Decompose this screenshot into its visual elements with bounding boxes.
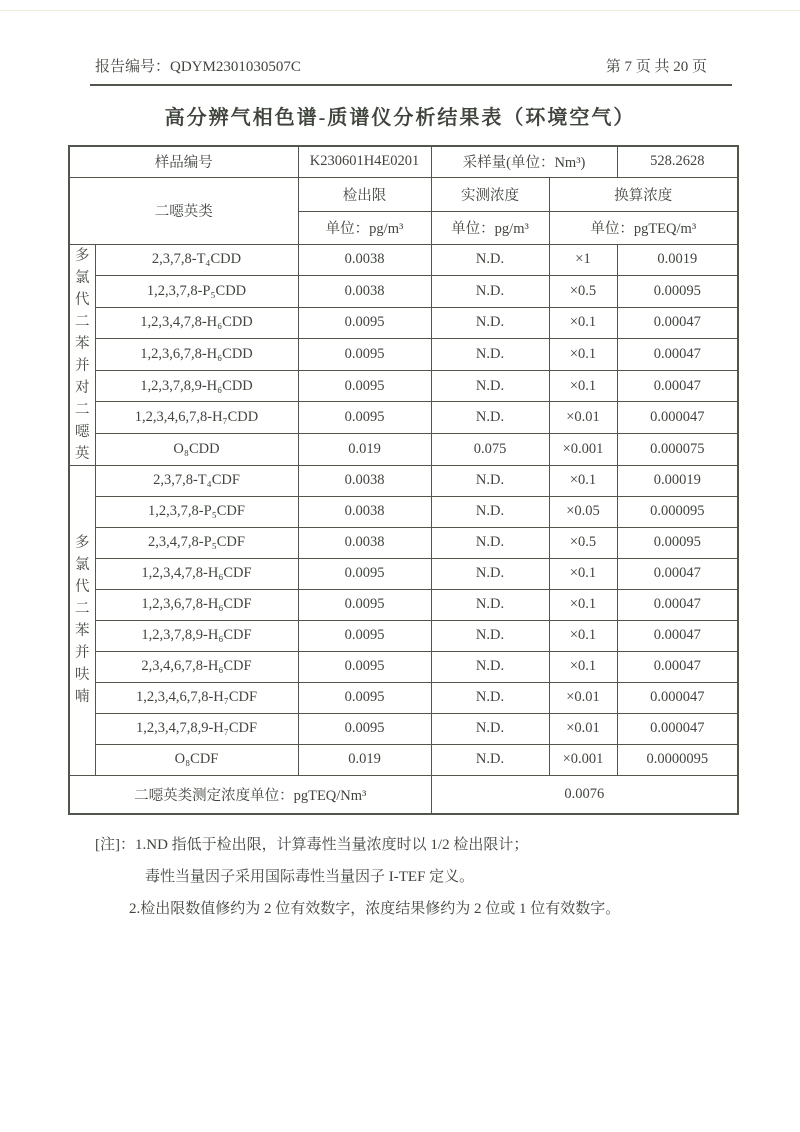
congener-name: 2,3,4,6,7,8-H₆CDF (95, 651, 298, 682)
tef-factor: ×0.05 (549, 496, 617, 527)
header-rule (90, 84, 732, 86)
tef-factor: ×0.1 (549, 589, 617, 620)
tef-factor: ×0.01 (549, 402, 617, 434)
congener-name: 1,2,3,4,7,8-H₆CDF (95, 558, 298, 589)
converted-value: 0.000047 (617, 713, 738, 744)
congener-name: O₈CDD (95, 433, 298, 465)
detection-limit-value: 0.0038 (298, 276, 431, 308)
results-body (69, 244, 738, 775)
table-row (69, 244, 738, 276)
measured-value: N.D. (431, 589, 549, 620)
note-line: 毒性当量因子采用国际毒性当量因子 I-TEF 定义。 (145, 869, 475, 885)
congener-name: 2,3,4,7,8-P₅CDF (95, 527, 298, 558)
total-label: 二噁英类测定浓度单位：pgTEQ/Nm³ (69, 775, 431, 814)
converted-value: 0.00047 (617, 589, 738, 620)
measured-value: N.D. (431, 651, 549, 682)
converted-value: 0.00047 (617, 558, 738, 589)
converted-value: 0.0019 (617, 244, 738, 276)
congener-name: 1,2,3,4,7,8-H₆CDD (95, 307, 298, 339)
converted-value: 0.000095 (617, 496, 738, 527)
page-indicator: 第 7 页 共 20 页 (605, 59, 707, 75)
converted-value: 0.000075 (617, 433, 738, 465)
detection-limit-value: 0.0095 (298, 713, 431, 744)
table-row (69, 339, 738, 371)
congener-name: 1,2,3,6,7,8-H₆CDD (95, 339, 298, 371)
converted-value: 0.000047 (617, 682, 738, 713)
detection-limit-value: 0.019 (298, 744, 431, 775)
table-row (69, 558, 738, 589)
congener-name: 1,2,3,4,6,7,8-H₇CDD (95, 402, 298, 434)
table-row (69, 496, 738, 527)
tef-factor: ×0.1 (549, 307, 617, 339)
measured-value: N.D. (431, 713, 549, 744)
note-line: [注]：1.ND 指低于检出限，计算毒性当量浓度时以 1/2 检出限计； (95, 837, 529, 853)
converted-value: 0.00047 (617, 651, 738, 682)
congener-name: 1,2,3,4,6,7,8-H₇CDF (95, 682, 298, 713)
converted-value: 0.00047 (617, 307, 738, 339)
congener-name: 2,3,7,8-T₄CDF (95, 465, 298, 496)
unit-detection: 单位：pg/m³ (298, 211, 431, 244)
scan-edge-artifact (0, 10, 800, 11)
table-row (69, 370, 738, 402)
congener-name: 2,3,7,8-T₄CDD (95, 244, 298, 276)
measured-value: 0.075 (431, 433, 549, 465)
detection-limit-value: 0.0095 (298, 620, 431, 651)
tef-factor: ×0.1 (549, 651, 617, 682)
table-row (69, 276, 738, 308)
sample-id-label: 样品编号 (69, 146, 298, 177)
detection-limit-value: 0.0095 (298, 589, 431, 620)
results-table (68, 145, 739, 815)
sample-volume-label: 采样量(单位：Nm³) (431, 146, 617, 177)
col-detection-limit: 检出限 (298, 177, 431, 211)
converted-value: 0.00095 (617, 527, 738, 558)
note-line: 2.检出限数值修约为 2 位有效数字，浓度结果修约为 2 位或 1 位有效数字。 (129, 901, 621, 917)
measured-value: N.D. (431, 244, 549, 276)
measured-value: N.D. (431, 744, 549, 775)
page-title: 高分辨气相色谱-质谱仪分析结果表（环境空气） (164, 107, 636, 129)
converted-value: 0.00095 (617, 276, 738, 308)
col-converted: 换算浓度 (549, 177, 738, 211)
total-row (69, 775, 738, 814)
tef-factor: ×0.1 (549, 620, 617, 651)
tef-factor: ×0.001 (549, 433, 617, 465)
congener-name: 1,2,3,7,8-P₅CDF (95, 496, 298, 527)
tef-factor: ×1 (549, 244, 617, 276)
detection-limit-value: 0.0038 (298, 244, 431, 276)
congener-name: 1,2,3,7,8,9-H₆CDF (95, 620, 298, 651)
tef-factor: ×0.5 (549, 527, 617, 558)
converted-value: 0.000047 (617, 402, 738, 434)
measured-value: N.D. (431, 402, 549, 434)
detection-limit-value: 0.019 (298, 433, 431, 465)
tef-factor: ×0.01 (549, 713, 617, 744)
column-header-row (69, 177, 738, 211)
table-row (69, 651, 738, 682)
converted-value: 0.00047 (617, 620, 738, 651)
measured-value: N.D. (431, 307, 549, 339)
table-row (69, 433, 738, 465)
measured-value: N.D. (431, 370, 549, 402)
tef-factor: ×0.1 (549, 558, 617, 589)
tef-factor: ×0.5 (549, 276, 617, 308)
congener-name: 1,2,3,4,7,8,9-H₇CDF (95, 713, 298, 744)
measured-value: N.D. (431, 527, 549, 558)
detection-limit-value: 0.0038 (298, 465, 431, 496)
table-row (69, 620, 738, 651)
congener-group-label: 多氯代二苯并对二噁英 (69, 244, 95, 465)
congener-name: 1,2,3,7,8-P₅CDD (95, 276, 298, 308)
detection-limit-value: 0.0095 (298, 370, 431, 402)
converted-value: 0.0000095 (617, 744, 738, 775)
table-row (69, 465, 738, 496)
measured-value: N.D. (431, 339, 549, 371)
detection-limit-value: 0.0095 (298, 307, 431, 339)
detection-limit-value: 0.0095 (298, 339, 431, 371)
measured-value: N.D. (431, 465, 549, 496)
table-row (69, 682, 738, 713)
unit-measured: 单位：pg/m³ (431, 211, 549, 244)
measured-value: N.D. (431, 620, 549, 651)
table-row (69, 589, 738, 620)
report-header (95, 55, 707, 76)
tef-factor: ×0.1 (549, 370, 617, 402)
congener-name: O₈CDF (95, 744, 298, 775)
tef-factor: ×0.1 (549, 339, 617, 371)
sample-id-value: K230601H4E0201 (298, 146, 431, 177)
converted-value: 0.00047 (617, 370, 738, 402)
detection-limit-value: 0.0038 (298, 527, 431, 558)
congener-group-label: 多氯代二苯并呋喃 (69, 465, 95, 775)
tef-factor: ×0.01 (549, 682, 617, 713)
notes (95, 836, 715, 932)
converted-value: 0.00047 (617, 339, 738, 371)
table-row (69, 402, 738, 434)
converted-value: 0.00019 (617, 465, 738, 496)
measured-value: N.D. (431, 496, 549, 527)
table-row (69, 307, 738, 339)
total-value: 0.0076 (431, 775, 738, 814)
report-number: 报告编号：QDYM2301030507C (95, 59, 301, 75)
measured-value: N.D. (431, 558, 549, 589)
sample-volume-value: 528.2628 (617, 146, 738, 177)
detection-limit-value: 0.0095 (298, 402, 431, 434)
analyte-class-label: 二噁英类 (69, 177, 298, 244)
tef-factor: ×0.1 (549, 465, 617, 496)
table-row (69, 744, 738, 775)
tef-factor: ×0.001 (549, 744, 617, 775)
detection-limit-value: 0.0038 (298, 496, 431, 527)
unit-converted: 单位：pgTEQ/m³ (549, 211, 738, 244)
measured-value: N.D. (431, 682, 549, 713)
congener-name: 1,2,3,6,7,8-H₆CDF (95, 589, 298, 620)
table-row (69, 713, 738, 744)
detection-limit-value: 0.0095 (298, 651, 431, 682)
measured-value: N.D. (431, 276, 549, 308)
col-measured: 实测浓度 (431, 177, 549, 211)
detection-limit-value: 0.0095 (298, 558, 431, 589)
detection-limit-value: 0.0095 (298, 682, 431, 713)
table-row (69, 527, 738, 558)
congener-name: 1,2,3,7,8,9-H₆CDD (95, 370, 298, 402)
sample-info-row (69, 146, 738, 177)
